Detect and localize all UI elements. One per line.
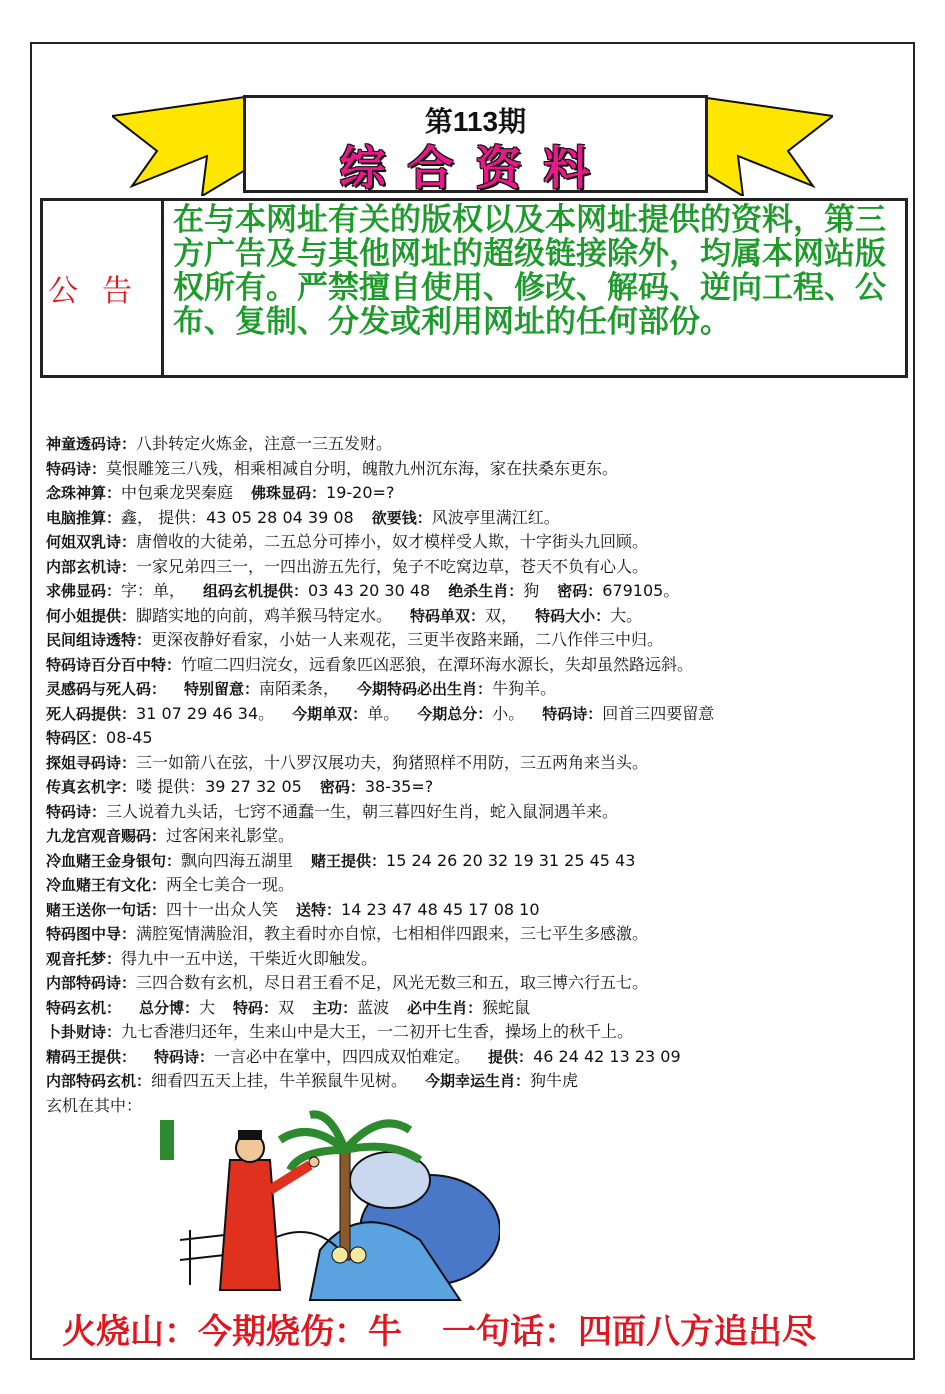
info-line bbox=[46, 432, 906, 457]
line-label: 观音托梦： bbox=[46, 949, 122, 968]
line-value: 满腔冤情满脸泪，教主看时亦自惊，七相相伴四跟来，三七平生多感激。 bbox=[136, 924, 649, 943]
line-value: 猴蛇鼠 bbox=[482, 997, 531, 1017]
line-label: 特码图中导： bbox=[46, 925, 137, 943]
info-line bbox=[46, 922, 906, 947]
line-label: 特码诗： bbox=[154, 1047, 215, 1066]
line-label: 组码玄机提供： bbox=[203, 582, 309, 600]
line-label: 主功： bbox=[312, 998, 358, 1017]
info-line bbox=[46, 481, 906, 506]
line-label: 精码王提供： bbox=[46, 1047, 137, 1066]
line-label: 内部玄机诗： bbox=[46, 557, 137, 576]
info-line bbox=[46, 971, 906, 996]
line-label: 今期幸运生肖： bbox=[425, 1072, 531, 1090]
line-value: 竹喧二四归浣女，远看象匹凶恶狼，在潭环海水源长，失却虽然路远斜。 bbox=[181, 654, 694, 674]
line-label: 念珠神算： bbox=[46, 484, 122, 502]
line-label: 绝杀生肖： bbox=[448, 582, 524, 600]
line-label: 佛珠显码： bbox=[251, 484, 327, 502]
line-value: 中包乘龙哭秦庭 bbox=[121, 483, 234, 502]
line-label: 提供： bbox=[488, 1047, 534, 1066]
line-value: 679105。 bbox=[602, 581, 680, 600]
info-line bbox=[46, 849, 906, 874]
line-label: 求佛显码： bbox=[46, 582, 122, 600]
line-value: 03 43 20 30 48 bbox=[308, 581, 431, 600]
line-value: 三一如箭八在弦，十八罗汉展功夫，狗猪照样不用防，三五两角来当头。 bbox=[136, 752, 649, 772]
line-label: 赌王提供： bbox=[311, 851, 387, 870]
info-line bbox=[46, 530, 906, 555]
info-line bbox=[46, 873, 906, 898]
line-value: 回首三四要留意 bbox=[602, 703, 715, 723]
line-label: 特码玄机： bbox=[46, 998, 122, 1017]
info-line bbox=[46, 653, 906, 678]
line-label: 今期总分： bbox=[417, 704, 493, 723]
info-line bbox=[46, 1020, 906, 1045]
line-value: 两全七美合一现。 bbox=[166, 875, 295, 894]
line-value: 脚踏实地的向前，鸡羊猴马特定水。 bbox=[136, 605, 393, 625]
notice-label: 公告 bbox=[43, 201, 164, 375]
line-label: 特码： bbox=[233, 998, 279, 1017]
line-value: 双 bbox=[278, 997, 295, 1017]
line-value: 一言必中在掌中，四四成双怕难定。 bbox=[214, 1046, 471, 1066]
line-value: 46 24 42 13 23 09 bbox=[533, 1046, 681, 1066]
info-line bbox=[46, 506, 906, 531]
line-label: 内部特码玄机： bbox=[46, 1072, 152, 1090]
info-line bbox=[46, 996, 906, 1021]
info-line bbox=[46, 677, 906, 702]
line-label: 特码区： bbox=[46, 729, 107, 747]
left-ribbon-decoration bbox=[112, 96, 252, 196]
line-label: 何小姐提供： bbox=[46, 606, 137, 625]
line-label: 特码诗百分百中特： bbox=[46, 655, 182, 674]
line-label: 欲要钱： bbox=[371, 508, 432, 527]
info-line bbox=[46, 1069, 906, 1094]
info-line bbox=[46, 457, 906, 482]
line-value: 双， bbox=[485, 605, 518, 625]
info-line bbox=[46, 751, 906, 776]
right-ribbon-decoration bbox=[693, 96, 833, 196]
line-value: 15 24 26 20 32 19 31 25 45 43 bbox=[386, 850, 636, 870]
line-label: 冷血赌王有文化： bbox=[46, 876, 167, 894]
line-label: 必中生肖： bbox=[407, 998, 483, 1017]
footer-right: 一句话：四面八方追出尽 bbox=[442, 1312, 816, 1352]
info-line bbox=[46, 1045, 906, 1070]
line-label: 内部特码诗： bbox=[46, 974, 137, 992]
line-label: 今期单双： bbox=[292, 704, 368, 723]
line-value: 31 07 29 46 34。 bbox=[136, 703, 275, 723]
line-value: 三四合数有玄机，尽日君王看不足，风光无数三和五，取三博六行五七。 bbox=[136, 973, 649, 992]
line-label: 何姐双乳诗： bbox=[46, 533, 137, 551]
line-label: 密码： bbox=[319, 778, 365, 796]
line-label: 特码诗： bbox=[46, 459, 107, 478]
line-value: 玄机在其中： bbox=[46, 1095, 143, 1115]
info-line bbox=[46, 824, 906, 849]
line-value: 鑫， 提供：43 05 28 04 39 08 bbox=[121, 507, 354, 527]
info-line bbox=[46, 775, 906, 800]
line-label: 电脑推算： bbox=[46, 508, 122, 527]
line-value: 牛狗羊。 bbox=[492, 679, 557, 698]
line-value: 38-35=? bbox=[364, 777, 434, 796]
line-label: 特码单双： bbox=[410, 606, 486, 625]
line-label: 传真玄机字： bbox=[46, 778, 137, 796]
line-value: 过客闲来礼影堂。 bbox=[166, 826, 295, 845]
info-line bbox=[46, 898, 906, 923]
line-label: 神童透码诗： bbox=[46, 435, 137, 453]
line-value: 狗 bbox=[523, 581, 540, 600]
notice-box bbox=[40, 198, 908, 378]
illustration-monk-with-tree bbox=[160, 1110, 500, 1310]
line-value: 八卦转定火炼金，注意一三五发财。 bbox=[136, 434, 393, 453]
info-line bbox=[46, 628, 906, 653]
line-value: 莫恨雕笼三八残，相乘相减自分明，魄散九州沉东海，家在扶桑东更东。 bbox=[106, 458, 619, 478]
line-label: 死人码提供： bbox=[46, 704, 137, 723]
line-value: 08-45 bbox=[106, 728, 153, 747]
line-label: 特别留意： bbox=[184, 680, 260, 698]
info-lines bbox=[46, 432, 906, 1118]
line-value: 得九中一五中送，干柴近火即触发。 bbox=[121, 948, 378, 968]
line-value: 三人说着九头话，七窍不通蠢一生，朝三暮四好生肖，蛇入鼠洞遇羊来。 bbox=[106, 801, 619, 821]
landscape-icon bbox=[160, 1114, 500, 1300]
line-value: 九七香港归还年，生来山中是大王，一二初开七生香，操场上的秋千上。 bbox=[121, 1022, 634, 1041]
line-value: 飘向四海五湖里 bbox=[181, 850, 294, 870]
line-label: 冷血赌王金身银句： bbox=[46, 851, 182, 870]
line-value: 唐僧收的大徒弟，二五总分可捧小，奴才模样受人欺，十字街头九回顾。 bbox=[136, 532, 649, 551]
line-label: 探姐寻码诗： bbox=[46, 753, 137, 772]
line-label: 特码诗： bbox=[46, 802, 107, 821]
info-line bbox=[46, 604, 906, 629]
line-value: 大。 bbox=[610, 605, 643, 625]
line-label: 特码诗： bbox=[542, 704, 603, 723]
line-value: 细看四五天上挂，牛羊猴鼠牛见树。 bbox=[151, 1071, 408, 1090]
line-label: 九龙宫观音赐码： bbox=[46, 827, 167, 845]
footer-prediction bbox=[62, 1304, 902, 1353]
notice-text: 在与本网址有关的版权以及本网址提供的资料，第三方广告及与其他网址的超级链接除外，均属本网站版权所有。严禁擅自使用、修改、解码、逆向工程、公布、复制、分发或利用网址的任何部份。 bbox=[173, 202, 886, 340]
line-label: 总分博： bbox=[139, 998, 200, 1017]
line-value: 14 23 47 48 45 17 08 10 bbox=[341, 899, 540, 919]
line-label: 今期特码必出生肖： bbox=[357, 680, 493, 698]
info-line bbox=[46, 726, 906, 751]
line-value: 更深夜静好看家，小姑一人来观花，三更半夜路来踊，二八作伴三中归。 bbox=[151, 630, 664, 649]
info-line bbox=[46, 800, 906, 825]
line-value: 字：单， bbox=[121, 581, 186, 600]
line-value: 四十一出众人笑 bbox=[166, 899, 279, 919]
page-title: 综合资料 bbox=[339, 141, 612, 195]
line-value: 蓝波 bbox=[357, 997, 390, 1017]
line-label: 民间组诗透特： bbox=[46, 631, 152, 649]
info-line bbox=[46, 555, 906, 580]
info-line bbox=[46, 579, 906, 604]
line-value: 南陌柔条， bbox=[259, 679, 340, 698]
info-line bbox=[46, 702, 906, 727]
issue-number: 第113期 bbox=[424, 106, 527, 137]
line-label: 灵感码与死人码： bbox=[46, 680, 167, 698]
line-value: 单。 bbox=[367, 703, 400, 723]
footer-left: 火烧山：今期烧伤：牛 bbox=[62, 1312, 402, 1352]
line-value: 小。 bbox=[492, 703, 525, 723]
line-value: 狗牛虎 bbox=[530, 1071, 579, 1090]
line-label: 特码大小： bbox=[535, 606, 611, 625]
line-label: 密码： bbox=[557, 582, 603, 600]
line-value: 19-20=? bbox=[326, 483, 395, 502]
line-value: 一家兄弟四三一，一四出游五先行，兔子不吃窝边草，苍天不负有心人。 bbox=[136, 556, 649, 576]
line-label: 卜卦财诗： bbox=[46, 1023, 122, 1041]
line-value: 大 bbox=[199, 997, 216, 1017]
title-box bbox=[243, 95, 708, 193]
line-label: 送特： bbox=[296, 900, 342, 919]
line-value: 风波亭里满江红。 bbox=[431, 507, 560, 527]
line-value: 喽 提供：39 27 32 05 bbox=[136, 777, 302, 796]
info-line bbox=[46, 947, 906, 972]
line-label: 赌王送你一句话： bbox=[46, 900, 167, 919]
